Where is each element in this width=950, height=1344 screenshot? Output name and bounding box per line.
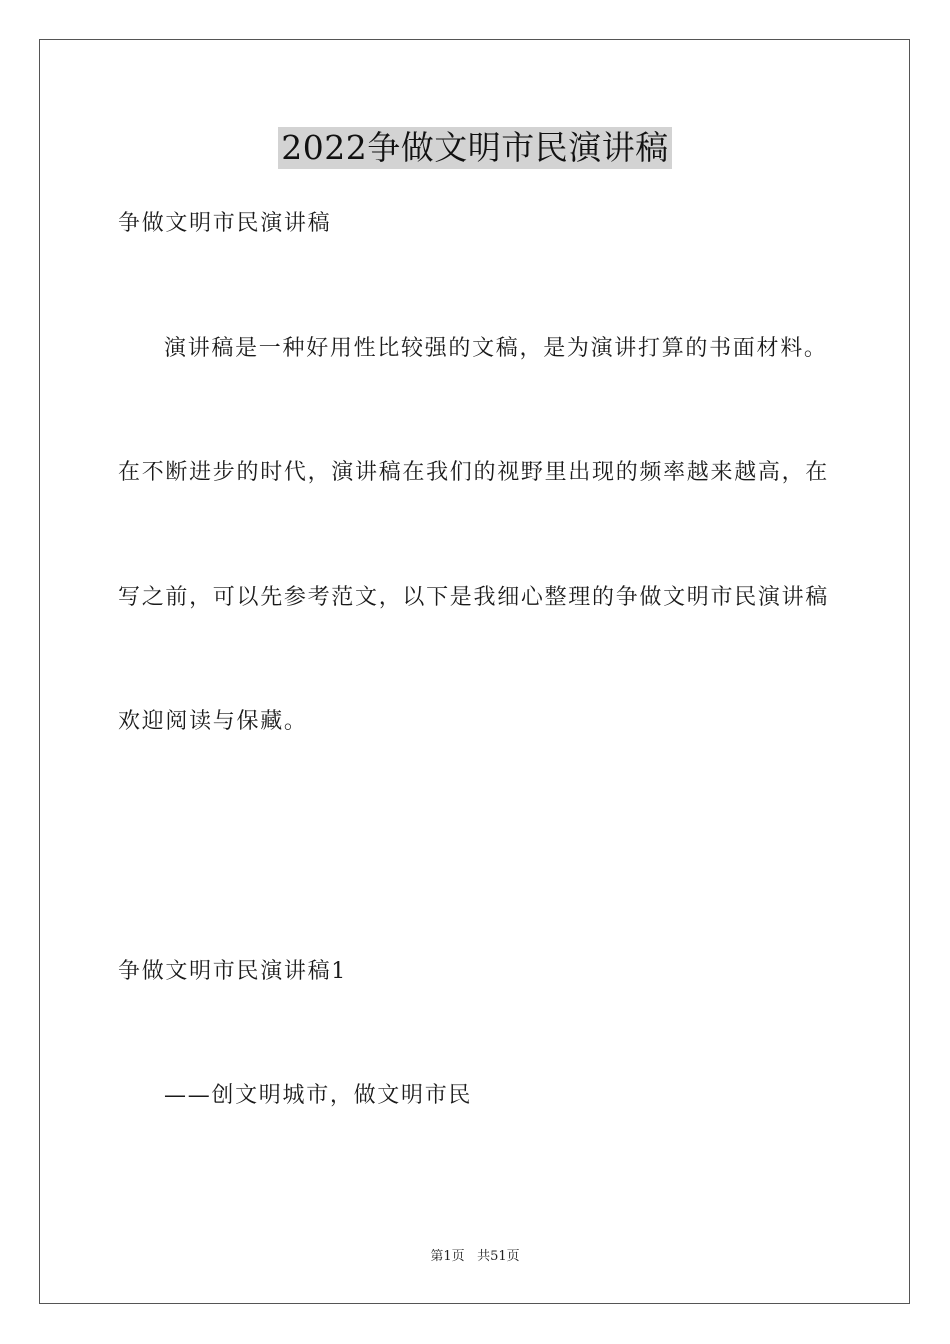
paragraph-line-2: 在不断进步的时代，演讲稿在我们的视野里出现的频率越来越高，在 bbox=[118, 460, 830, 485]
section-tagline: ——创文明城市，做文明市民 bbox=[164, 1083, 473, 1108]
paragraph-line-3: 写之前，可以先参考范文，以下是我细心整理的争做文明市民演讲稿 bbox=[118, 585, 830, 610]
page-footer bbox=[0, 1248, 950, 1266]
page-total: 共51页 bbox=[477, 1249, 520, 1264]
section-heading: 争做文明市民演讲稿1 bbox=[118, 959, 347, 984]
paragraph-line-4: 欢迎阅读与保藏。 bbox=[118, 709, 308, 734]
document-title: 2022争做文明市民演讲稿 bbox=[278, 127, 671, 169]
paragraph-line-1: 演讲稿是一种好用性比较强的文稿，是为演讲打算的书面材料。 bbox=[164, 336, 828, 361]
page-number: 第1页 bbox=[430, 1249, 465, 1264]
document-subtitle: 争做文明市民演讲稿 bbox=[118, 211, 332, 236]
title-container bbox=[0, 127, 950, 169]
